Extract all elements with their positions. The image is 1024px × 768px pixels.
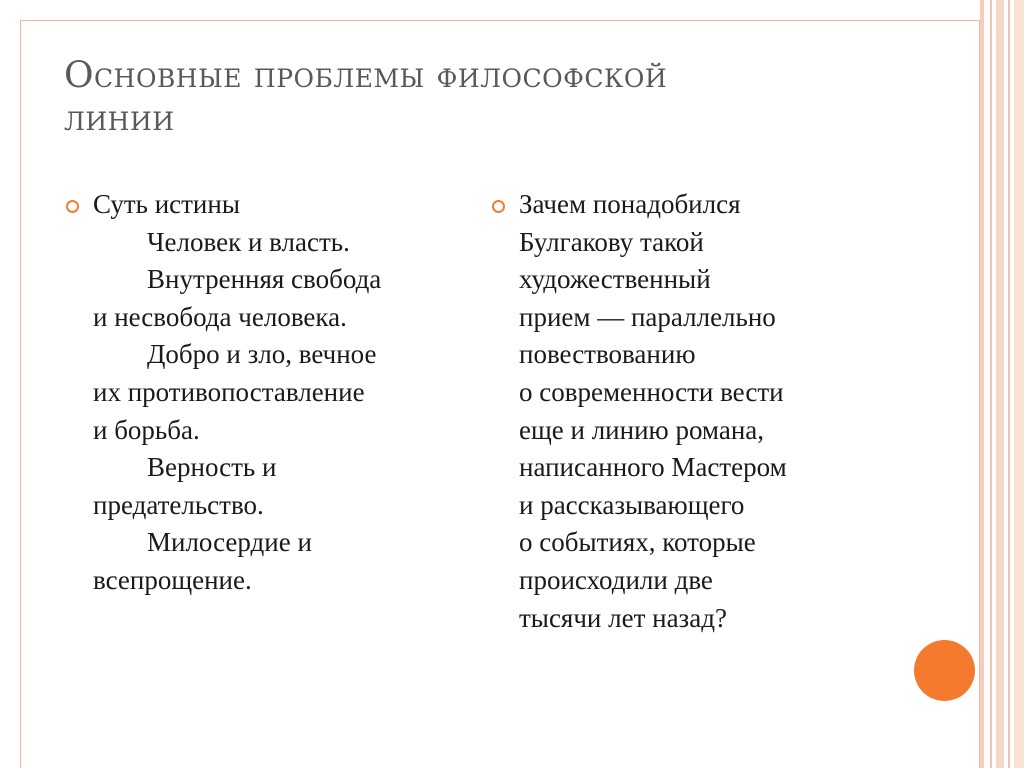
text-line: Зачем понадобился (519, 189, 741, 219)
title-line: Основные проблемы философской (64, 55, 668, 96)
text-line: повествованию (519, 339, 696, 370)
decorative-stripe (980, 0, 984, 768)
text-line: Суть истины (93, 189, 240, 219)
decorative-stripe (1008, 0, 1010, 768)
text-line: и несвобода человека. (93, 301, 347, 332)
decorative-circle (914, 640, 975, 701)
slide-title (64, 54, 924, 140)
text-line: тысячи лет назад? (519, 602, 727, 633)
text-line: предательство. (93, 489, 264, 520)
text-line: прием — параллельно (519, 301, 776, 332)
text-line: их противопоставление (93, 376, 365, 407)
left-column (66, 186, 466, 600)
text-line: Добро и зло, вечное (147, 339, 377, 370)
text-line: всепрощение. (93, 564, 252, 595)
decorative-stripe (990, 0, 992, 768)
decorative-stripe (996, 0, 1004, 768)
text-line: о событиях, которые (519, 527, 756, 558)
title-line: линии (64, 98, 175, 140)
text-line: и борьба. (93, 414, 200, 445)
bullet-circle-icon (492, 200, 505, 213)
text-line: о современности вести (519, 376, 784, 407)
text-line: Человек и власть. (147, 226, 350, 257)
text-line: еще и линию романа, (519, 414, 765, 445)
right-column-text (519, 186, 892, 637)
decorative-stripe (1014, 0, 1024, 768)
text-line: написанного Мастером (519, 452, 787, 483)
bullet-circle-icon (66, 200, 79, 213)
text-line: и рассказывающего (519, 489, 745, 520)
text-line: Внутренняя свобода (147, 264, 382, 295)
text-line: происходили две (519, 564, 713, 595)
left-column-text (93, 186, 466, 600)
text-line: Верность и (147, 452, 277, 483)
text-line: художественный (519, 264, 711, 295)
text-line: Булгакову такой (519, 226, 704, 257)
right-column (492, 186, 892, 637)
text-line: Милосердие и (147, 527, 312, 558)
